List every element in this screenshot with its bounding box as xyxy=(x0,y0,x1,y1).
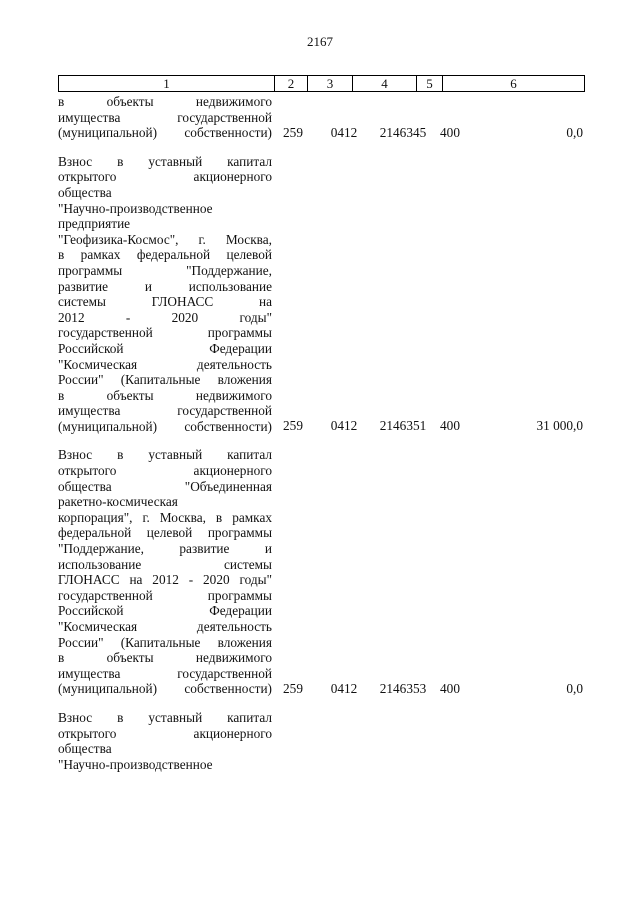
cell-c3: 0412 xyxy=(330,680,358,696)
cell-c5: 400 xyxy=(440,680,460,696)
row-values xyxy=(0,756,640,772)
cell-c6: 31 000,0 xyxy=(536,418,583,434)
header-col-3: 3 xyxy=(308,76,353,92)
description-line: в рамках федеральной целевой xyxy=(58,247,272,263)
header-col-2: 2 xyxy=(275,76,308,92)
description-line: Взнос в уставный капитал xyxy=(58,709,272,725)
table-header xyxy=(58,75,585,92)
description-line: развитие и использование xyxy=(58,278,272,294)
cell-c2: 259 xyxy=(283,418,303,434)
cell-c5: 400 xyxy=(440,124,460,140)
description-line: федеральной целевой программы xyxy=(58,525,272,541)
description-line: открытого акционерного xyxy=(58,169,272,185)
cell-c6: 0,0 xyxy=(566,680,583,696)
description-line: Взнос в уставный капитал xyxy=(58,153,272,169)
header-col-6: 6 xyxy=(443,76,585,92)
description-line: общества xyxy=(58,741,112,757)
table-row xyxy=(0,154,640,435)
description-line: открытого акционерного xyxy=(58,725,272,741)
header-col-4: 4 xyxy=(353,76,417,92)
description-line: использование системы xyxy=(58,556,272,572)
table-body xyxy=(0,94,640,785)
description-line: ракетно-космическая xyxy=(58,494,178,510)
cell-c2: 259 xyxy=(283,124,303,140)
row-values xyxy=(0,125,640,141)
cell-c3: 0412 xyxy=(330,418,358,434)
header-col-1: 1 xyxy=(59,76,275,92)
description-line: программы "Поддержание, xyxy=(58,262,272,278)
description-line: Российской Федерации xyxy=(58,340,272,356)
cell-c2: 259 xyxy=(283,680,303,696)
description-line: "Поддержание, развитие и xyxy=(58,541,272,557)
cell-c4: 2146353 xyxy=(379,680,427,696)
description-line: корпорация", г. Москва, в рамках xyxy=(58,509,272,525)
row-description xyxy=(58,447,272,697)
description-line: России" (Капитальные вложения xyxy=(58,634,272,650)
description-line: предприятие xyxy=(58,216,131,232)
description-line: государственной программы xyxy=(58,587,272,603)
cell-c6: 0,0 xyxy=(566,124,583,140)
description-line: системы ГЛОНАСС на xyxy=(58,294,272,310)
description-line: "Научно-производственное xyxy=(58,756,213,772)
cell-c3: 0412 xyxy=(330,124,358,140)
cell-c4: 2146345 xyxy=(379,124,427,140)
cell-c5: 400 xyxy=(440,418,460,434)
description-line: "Научно-производственное xyxy=(58,200,213,216)
description-line: общества "Объединенная xyxy=(58,478,272,494)
description-line: (муниципальной) собственности) xyxy=(58,418,272,434)
description-line: Взнос в уставный капитал xyxy=(58,447,272,463)
page-number: 2167 xyxy=(307,34,333,49)
description-line: "Геофизика-Космос", г. Москва, xyxy=(58,231,272,247)
description-line: ГЛОНАСС на 2012 - 2020 годы" xyxy=(58,572,272,588)
description-line: "Космическая деятельность xyxy=(58,619,272,634)
table-row xyxy=(0,447,640,697)
description-line: Российской Федерации xyxy=(58,603,272,619)
table-row xyxy=(0,710,640,772)
row-values xyxy=(0,681,640,697)
row-description xyxy=(58,154,272,435)
header-col-5: 5 xyxy=(417,76,443,92)
table-row xyxy=(0,94,640,141)
description-line: имущества государственной xyxy=(58,403,272,419)
cell-c4: 2146351 xyxy=(379,418,427,434)
description-line: общества xyxy=(58,184,112,200)
description-line: (муниципальной) собственности) xyxy=(58,681,272,697)
description-line: России" (Капитальные вложения xyxy=(58,372,272,388)
description-line: в объекты недвижимого xyxy=(58,387,272,403)
description-line: (муниципальной) собственности) xyxy=(58,125,272,141)
description-line: в объекты недвижимого xyxy=(58,94,272,109)
description-line: государственной программы xyxy=(58,325,272,341)
description-line: "Космическая деятельность xyxy=(58,356,272,372)
description-line: 2012 - 2020 годы" xyxy=(58,309,272,325)
description-line: имущества государственной xyxy=(58,665,272,681)
description-line: имущества государственной xyxy=(58,109,272,125)
description-line: в объекты недвижимого xyxy=(58,650,272,666)
row-values xyxy=(0,418,640,434)
description-line: открытого акционерного xyxy=(58,463,272,479)
